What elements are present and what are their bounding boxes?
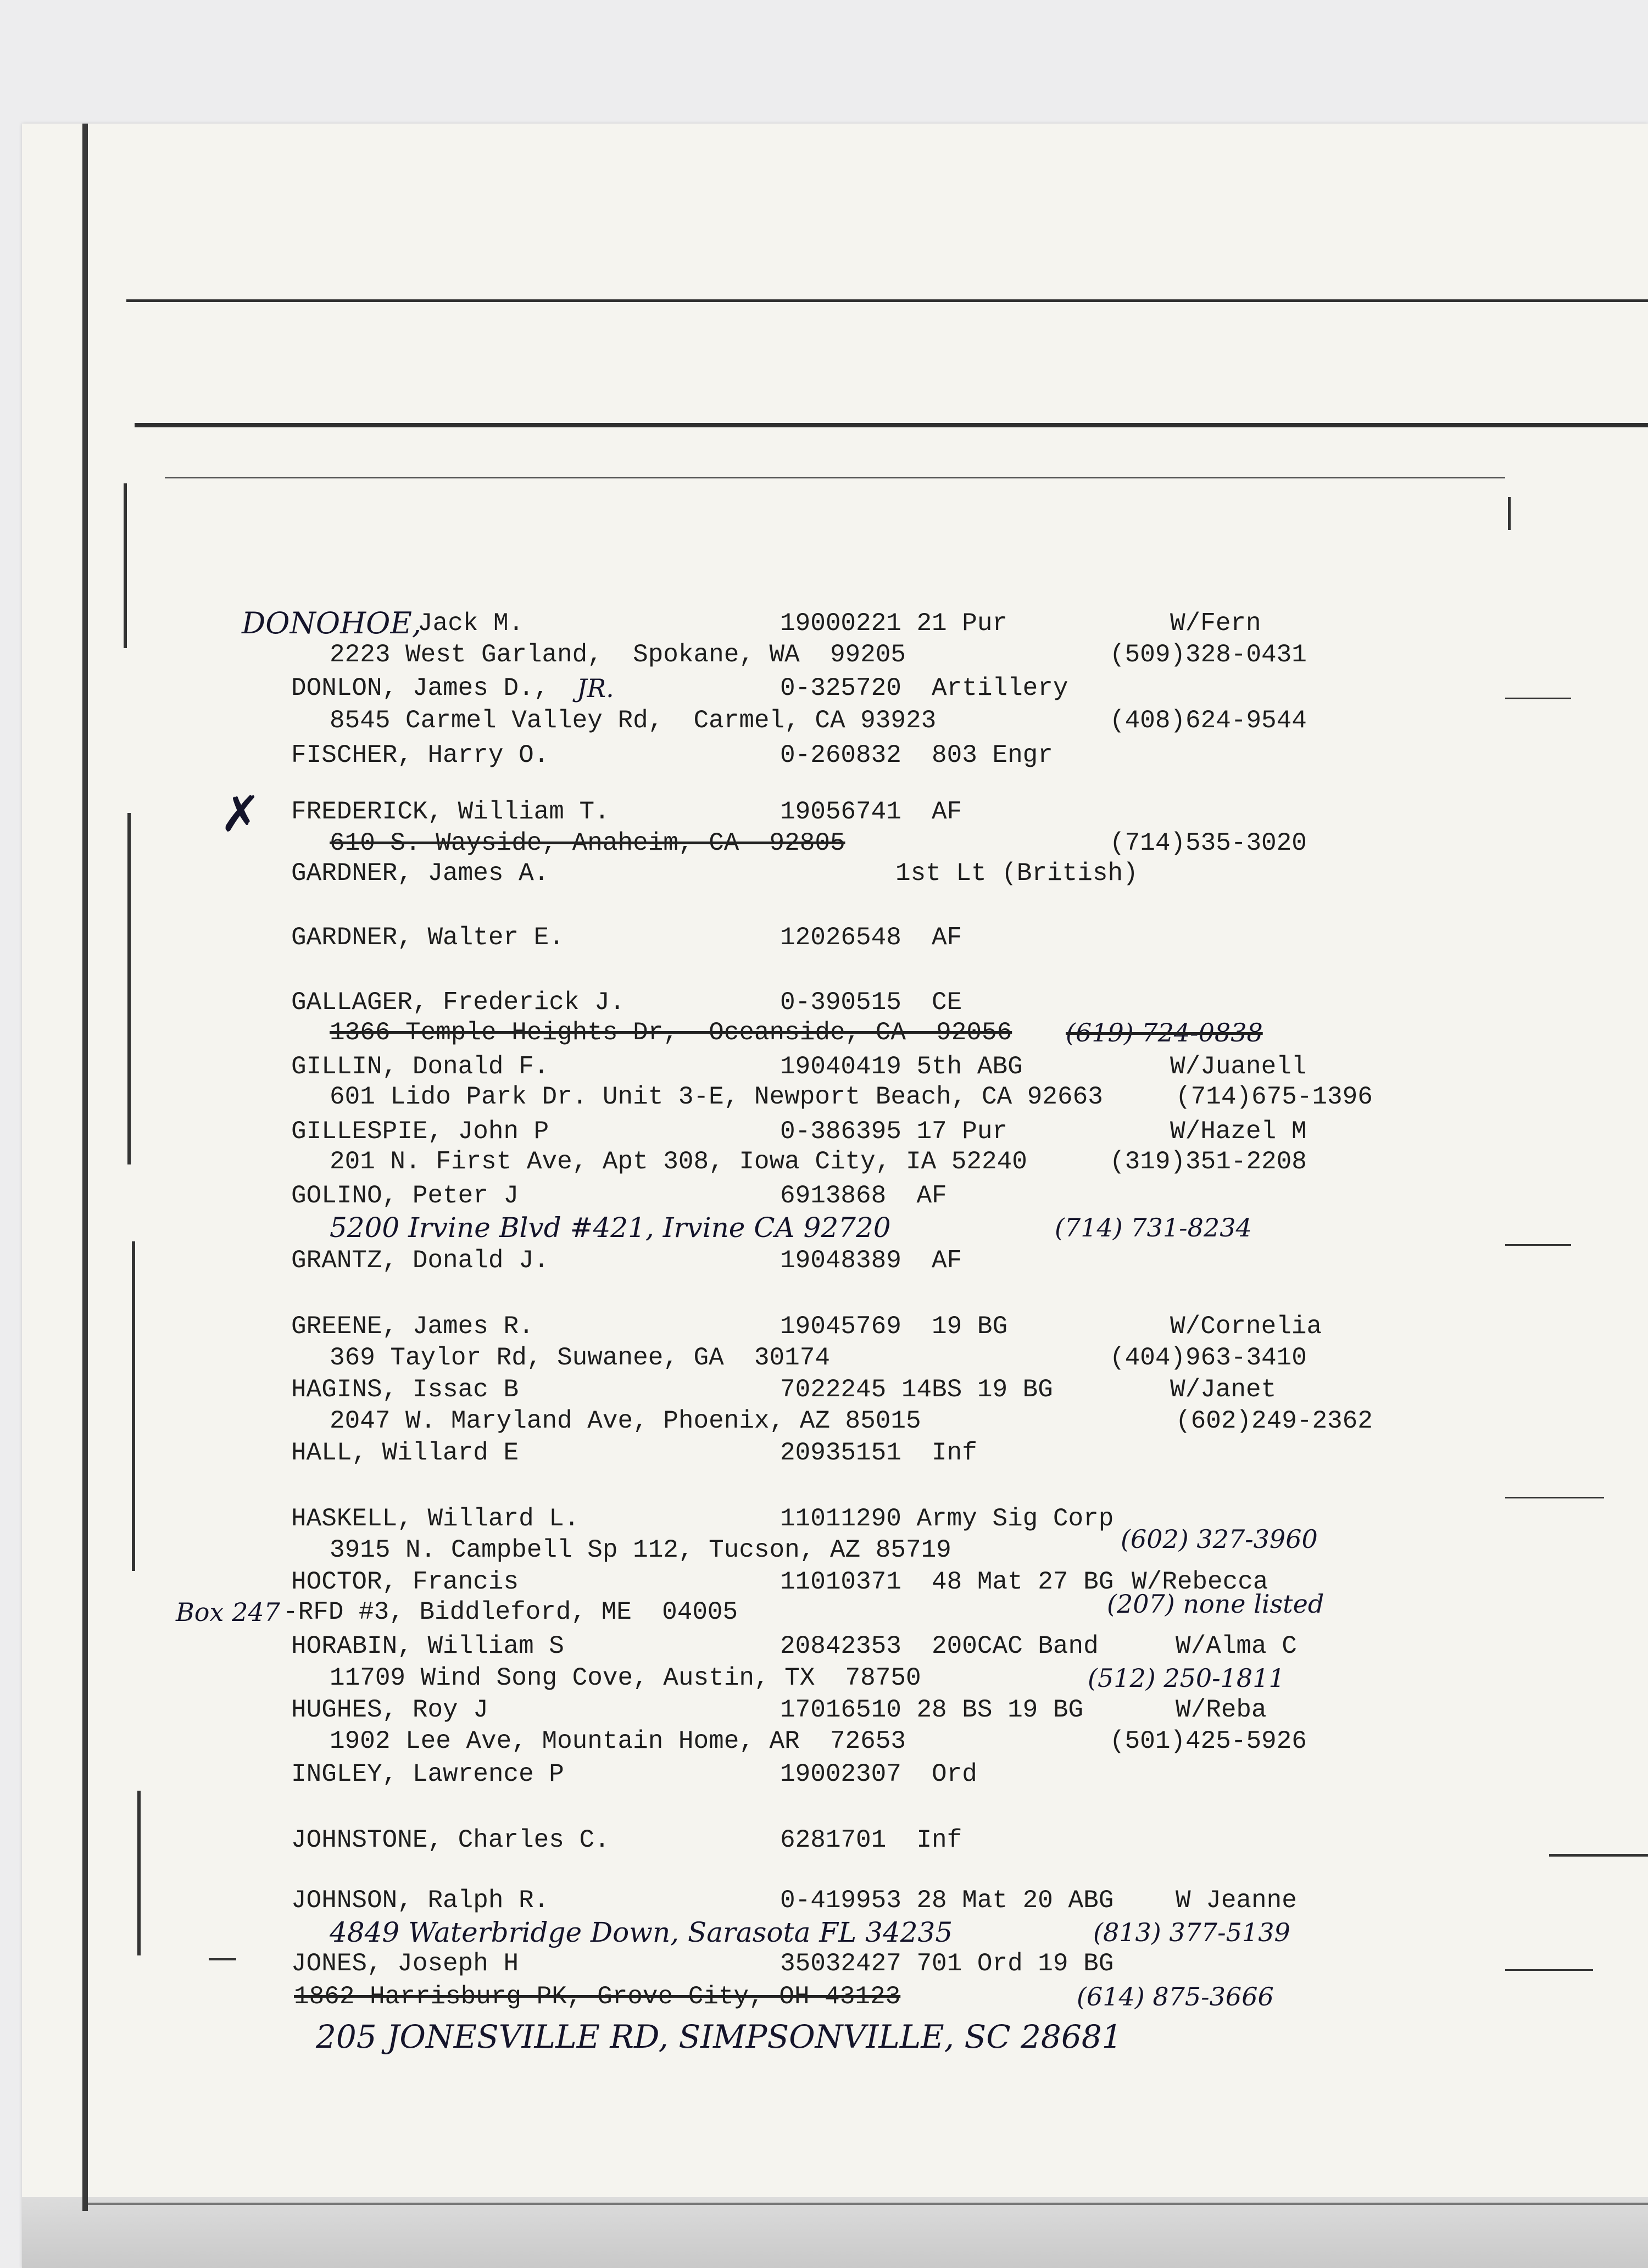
phone-hand: (512) 250-1811 (1088, 1663, 1285, 1693)
serial: 17016510 28 BS 19 BG (780, 1696, 1084, 1724)
list-item (0, 1405, 1648, 1437)
list-item (0, 1947, 1648, 1980)
list-item (0, 1115, 1648, 1148)
list-item (0, 1310, 1648, 1343)
phone: (509)328-0431 (1110, 640, 1307, 669)
list-item (0, 704, 1648, 737)
serial: 6281701 Inf (780, 1826, 962, 1854)
name: DONLON, James D., (291, 674, 549, 703)
list-item (0, 1050, 1648, 1083)
name: GRANTZ, Donald J. (291, 1246, 549, 1275)
name-hand: JR. (577, 673, 614, 703)
list-item (0, 1211, 1648, 1244)
name: FISCHER, Harry O. (291, 741, 549, 770)
address: 11709 Wind Song Cove, Austin, TX 78750 (330, 1664, 921, 1692)
list-item (0, 1565, 1648, 1598)
serial: 19040419 5th ABG (780, 1052, 1023, 1081)
spouse: W/Alma C (1176, 1632, 1297, 1660)
serial: 19002307 Ord (780, 1760, 977, 1788)
list-item (0, 2020, 1648, 2053)
address: 201 N. First Ave, Apt 308, Iowa City, IA 52240 (330, 1147, 1027, 1176)
address-hand: 5200 Irvine Blvd #421, Irvine CA 92720 (330, 1212, 891, 1244)
name: GALLAGER, Frederick J. (291, 988, 625, 1017)
serial: 11011290 Army Sig Corp (780, 1504, 1114, 1533)
list-item (0, 1341, 1648, 1374)
list-item (0, 986, 1648, 1019)
serial: 35032427 701 Ord 19 BG (780, 1949, 1114, 1978)
name: GOLINO, Peter J (291, 1182, 519, 1210)
list-item (0, 1980, 1648, 2013)
list-item (0, 1524, 1648, 1567)
list-item (0, 1693, 1648, 1726)
list-item (0, 1884, 1648, 1917)
phone: (404)963-3410 (1110, 1344, 1307, 1372)
phone-hand: (207) none listed (1107, 1589, 1324, 1619)
serial: 19000221 21 Pur (780, 609, 1008, 638)
phone: (602)249-2362 (1176, 1407, 1373, 1435)
spouse: W/Hazel M (1170, 1117, 1307, 1146)
list-item (0, 638, 1648, 671)
serial: 20842353 200CAC Band (780, 1632, 1099, 1660)
phone-struck: (619) 724-0838 (1066, 1018, 1263, 1047)
address: -RFD #3, Biddleford, ME 04005 (283, 1598, 738, 1626)
name: GREENE, James R. (291, 1312, 534, 1341)
phone: (714)535-3020 (1110, 829, 1307, 857)
phone: (319)351-2208 (1110, 1147, 1307, 1176)
list-item (0, 607, 1648, 640)
name: INGLEY, Lawrence P (291, 1760, 564, 1788)
serial: 19056741 AF (780, 798, 962, 826)
phone-hand: (614) 875-3666 (1077, 1982, 1274, 2011)
phone: (408)624-9544 (1110, 706, 1307, 735)
name: Jack M. (417, 609, 524, 638)
list-item (0, 795, 1648, 828)
list-item (0, 1436, 1648, 1469)
name-hand: DONOHOE, (242, 606, 422, 640)
list-item (0, 1145, 1648, 1178)
name: GILLIN, Donald F. (291, 1052, 549, 1081)
name: GARDNER, Walter E. (291, 923, 564, 952)
list-item (0, 1824, 1648, 1857)
list-item (0, 1916, 1648, 1949)
name: HALL, Willard E (291, 1439, 519, 1467)
list-item (0, 1502, 1648, 1535)
serial: 0-260832 803 Engr (780, 741, 1053, 770)
list-item (0, 1080, 1648, 1113)
name: JOHNSTONE, Charles C. (291, 1826, 610, 1854)
spouse: W/Reba (1176, 1696, 1267, 1724)
name: HORABIN, William S (291, 1632, 564, 1660)
spouse: W/Juanell (1170, 1052, 1307, 1081)
address-hand: 4849 Waterbridge Down, Sarasota FL 34235 (330, 1916, 953, 1948)
serial: 20935151 Inf (780, 1439, 977, 1467)
spouse: W Jeanne (1176, 1886, 1297, 1915)
serial: 7022245 14BS 19 BG (780, 1375, 1053, 1404)
serial: 0-325720 Artillery (780, 674, 1068, 703)
list-item (0, 857, 1648, 890)
address: 1902 Lee Ave, Mountain Home, AR 72653 (330, 1727, 906, 1756)
address: 3915 N. Campbell Sp 112, Tucson, AZ 85719 (330, 1536, 951, 1564)
list-item (0, 1725, 1648, 1758)
phone-hand: (813) 377-5139 (1093, 1918, 1290, 1947)
name: FREDERICK, William T. (291, 798, 610, 826)
list-item (0, 1662, 1648, 1695)
cross-mark: ✗ (220, 785, 261, 843)
serial: 6913868 AF (780, 1182, 947, 1210)
name: HASKELL, Willard L. (291, 1504, 580, 1533)
serial: 12026548 AF (780, 923, 962, 952)
address-struck: 1862 Harrisburg PK, Grove City, OH 43123 (294, 1982, 901, 2011)
list-item (0, 739, 1648, 772)
serial: 19048389 AF (780, 1246, 962, 1275)
serial: 0-419953 28 Mat 20 ABG (780, 1886, 1114, 1915)
address-hand: Box 247 (176, 1597, 280, 1627)
address2-hand: 205 JONESVILLE RD, SIMPSONVILLE, SC 28681 (316, 2018, 1122, 2055)
list-item (0, 1630, 1648, 1663)
spouse: W/Janet (1170, 1375, 1277, 1404)
address: 601 Lido Park Dr. Unit 3-E, Newport Beach, CA 92663 (330, 1083, 1103, 1111)
list-item (0, 1758, 1648, 1791)
address-struck: 610 S. Wayside, Anaheim, CA 92805 (330, 829, 845, 857)
address: 2047 W. Maryland Ave, Phoenix, AZ 85015 (330, 1407, 921, 1435)
phone-hand: (602) 327-3960 (1121, 1524, 1318, 1554)
name: JONES, Joseph H (291, 1949, 519, 1978)
phone: (501)425-5926 (1110, 1727, 1307, 1756)
name: HAGINS, Issac B (291, 1375, 519, 1404)
spouse: W/Cornelia (1170, 1312, 1322, 1341)
serial: 0-390515 CE (780, 988, 962, 1017)
spouse: W/Rebecca (1132, 1568, 1268, 1596)
address: 8545 Carmel Valley Rd, Carmel, CA 93923 (330, 706, 937, 735)
list-item (0, 1244, 1648, 1277)
serial: 1st Lt (British) (895, 859, 1138, 888)
address: 369 Taylor Rd, Suwanee, GA 30174 (330, 1344, 830, 1372)
serial: 0-386395 17 Pur (780, 1117, 1008, 1146)
serial: 19045769 19 BG (780, 1312, 1008, 1341)
name: GILLESPIE, John P (291, 1117, 549, 1146)
phone: (714)675-1396 (1176, 1083, 1373, 1111)
phone-hand: (714) 731-8234 (1055, 1213, 1252, 1242)
list-item (0, 1589, 1648, 1629)
spouse: W/Fern (1170, 609, 1261, 638)
name: GARDNER, James A. (291, 859, 549, 888)
list-item (0, 1016, 1648, 1049)
list-item (0, 827, 1648, 860)
name: JOHNSON, Ralph R. (291, 1886, 549, 1915)
name: HUGHES, Roy J (291, 1696, 488, 1724)
address: 2223 West Garland, Spokane, WA 99205 (330, 640, 906, 669)
serial: 11010371 48 Mat 27 BG (780, 1568, 1114, 1596)
name: HOCTOR, Francis (291, 1568, 519, 1596)
list-item (0, 1373, 1648, 1406)
list-item (0, 672, 1648, 705)
address-struck: 1366 Temple Heights Dr, Oceanside, CA 92056 (330, 1018, 1012, 1047)
list-item (0, 1179, 1648, 1212)
list-item (0, 921, 1648, 954)
